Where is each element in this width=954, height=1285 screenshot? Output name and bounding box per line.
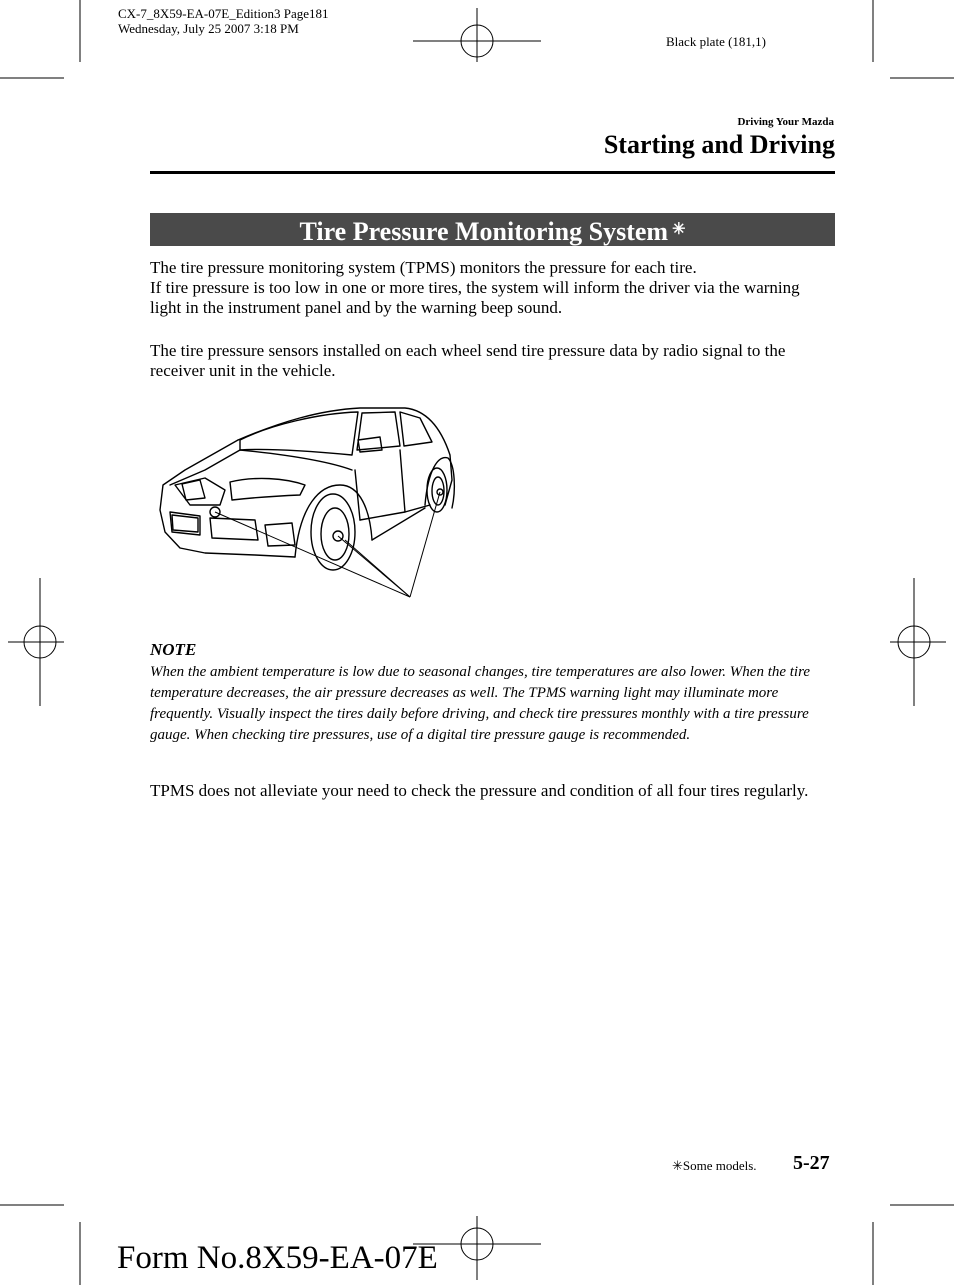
sensor-leader-lines bbox=[215, 492, 440, 597]
page-number: 5-27 bbox=[793, 1152, 830, 1174]
print-info-line1: CX-7_8X59-EA-07E_Edition3 Page181 bbox=[118, 6, 329, 21]
footnote: ✳Some models. bbox=[672, 1158, 757, 1173]
section-title: Starting and Driving bbox=[603, 130, 835, 159]
form-number: Form No.8X59-EA-07E bbox=[117, 1240, 438, 1276]
paragraph-2: If tire pressure is too low in one or more tires, the system will inform the driver via the warning light in the instrument panel and by the warning beep sound. bbox=[150, 278, 800, 317]
paragraph-1: The tire pressure monitoring system (TPMS) monitors the pressure for each tire. bbox=[150, 258, 697, 277]
paragraph-3: The tire pressure sensors installed on each wheel send tire pressure data by radio signal to the receiver unit in the vehicle. bbox=[150, 341, 786, 380]
note-text: When the ambient temperature is low due to seasonal changes, tire temperatures are also lower. When the tire temperature decreases, the air pressure decreases as well. The TPMS warning light may illuminate more frequently. Visually inspect the tires daily before driving, and check tire pressures monthly with a tire pressure gauge. When checking tire pressures, use of a digital tire pressure gauge is recommended. bbox=[150, 664, 811, 743]
note-heading: NOTE bbox=[150, 640, 197, 659]
plate-label: Black plate (181,1) bbox=[666, 34, 766, 49]
some-models-star: ✳ bbox=[672, 221, 686, 238]
topic-title: Tire Pressure Monitoring System bbox=[299, 217, 669, 246]
paragraph-4: TPMS does not alleviate your need to check the pressure and condition of all four tires regularly. bbox=[150, 781, 809, 800]
chapter-label: Driving Your Mazda bbox=[737, 116, 834, 128]
print-info-line2: Wednesday, July 25 2007 3:18 PM bbox=[118, 21, 299, 36]
